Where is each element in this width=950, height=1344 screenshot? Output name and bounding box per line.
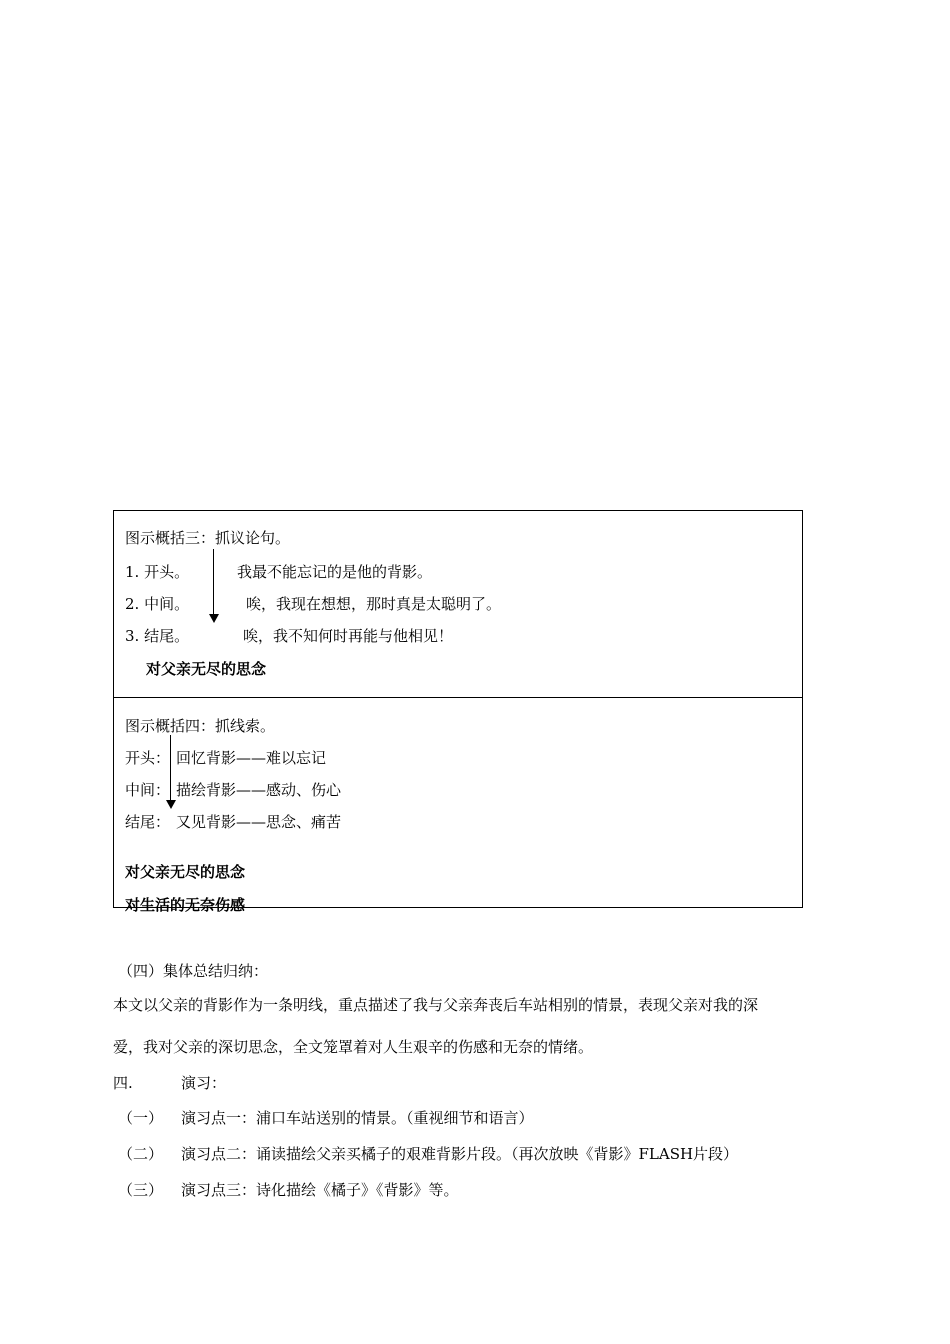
box4-conclusion: 对生活的无奈伤感 (125, 896, 246, 914)
summary-heading: （四）集体总结归纳： (118, 962, 269, 980)
down-arrow-icon (213, 549, 214, 615)
exercise-item-text: 演习点一：浦口车站送别的情景。（重视细节和语言） (181, 1109, 534, 1127)
table-divider (114, 697, 802, 698)
summary-table (113, 510, 803, 908)
exercise-item-text: 演习点三：诗化描绘《橘子》《背影》等。 (181, 1181, 459, 1199)
box4-row-text: 描绘背影——感动、伤心 (176, 781, 342, 799)
box4-row-label: 结尾： (125, 813, 171, 831)
box4-row-text: 回忆背影——难以忘记 (176, 749, 327, 767)
box4-row-label: 中间： (125, 781, 171, 799)
summary-line: 爱，我对父亲的深切思念，全文笼罩着对人生艰辛的伤感和无奈的情绪。 (113, 1038, 594, 1056)
arrow-head-icon (209, 614, 219, 623)
box3-title: 图示概括三：抓议论句。 (125, 529, 291, 547)
exercise-title: 演习： (181, 1074, 227, 1092)
box4-row-text: 又见背影——思念、痛苦 (176, 813, 342, 831)
box4-row-label: 开头： (125, 749, 171, 767)
box3-row-text: 唉，我现在想想，那时真是太聪明了。 (246, 595, 502, 613)
box3-row-text: 我最不能忘记的是他的背影。 (237, 563, 433, 581)
box3-row-label: 3. 结尾。 (125, 627, 190, 645)
box3-conclusion: 对父亲无尽的思念 (146, 660, 267, 678)
arrow-head-icon (166, 800, 176, 809)
exercise-item-text: 演习点二：诵读描绘父亲买橘子的艰难背影片段。（再次放映《背影》FLASH片段） (181, 1145, 739, 1163)
box4-title: 图示概括四：抓线索。 (125, 717, 276, 735)
box3-row-text: 唉，我不知何时再能与他相见！ (243, 627, 454, 645)
box3-row-label: 2. 中间。 (125, 595, 190, 613)
exercise-item-num: （一） (118, 1109, 164, 1127)
exercise-number: 四. (113, 1074, 133, 1092)
down-arrow-icon (170, 735, 171, 801)
box3-row-label: 1. 开头。 (125, 563, 190, 581)
box4-conclusion: 对父亲无尽的思念 (125, 863, 246, 881)
exercise-item-num: （三） (118, 1181, 164, 1199)
exercise-item-num: （二） (118, 1145, 164, 1163)
summary-line: 本文以父亲的背影作为一条明线，重点描述了我与父亲奔丧后车站相别的情景，表现父亲对我的深 (113, 996, 759, 1014)
